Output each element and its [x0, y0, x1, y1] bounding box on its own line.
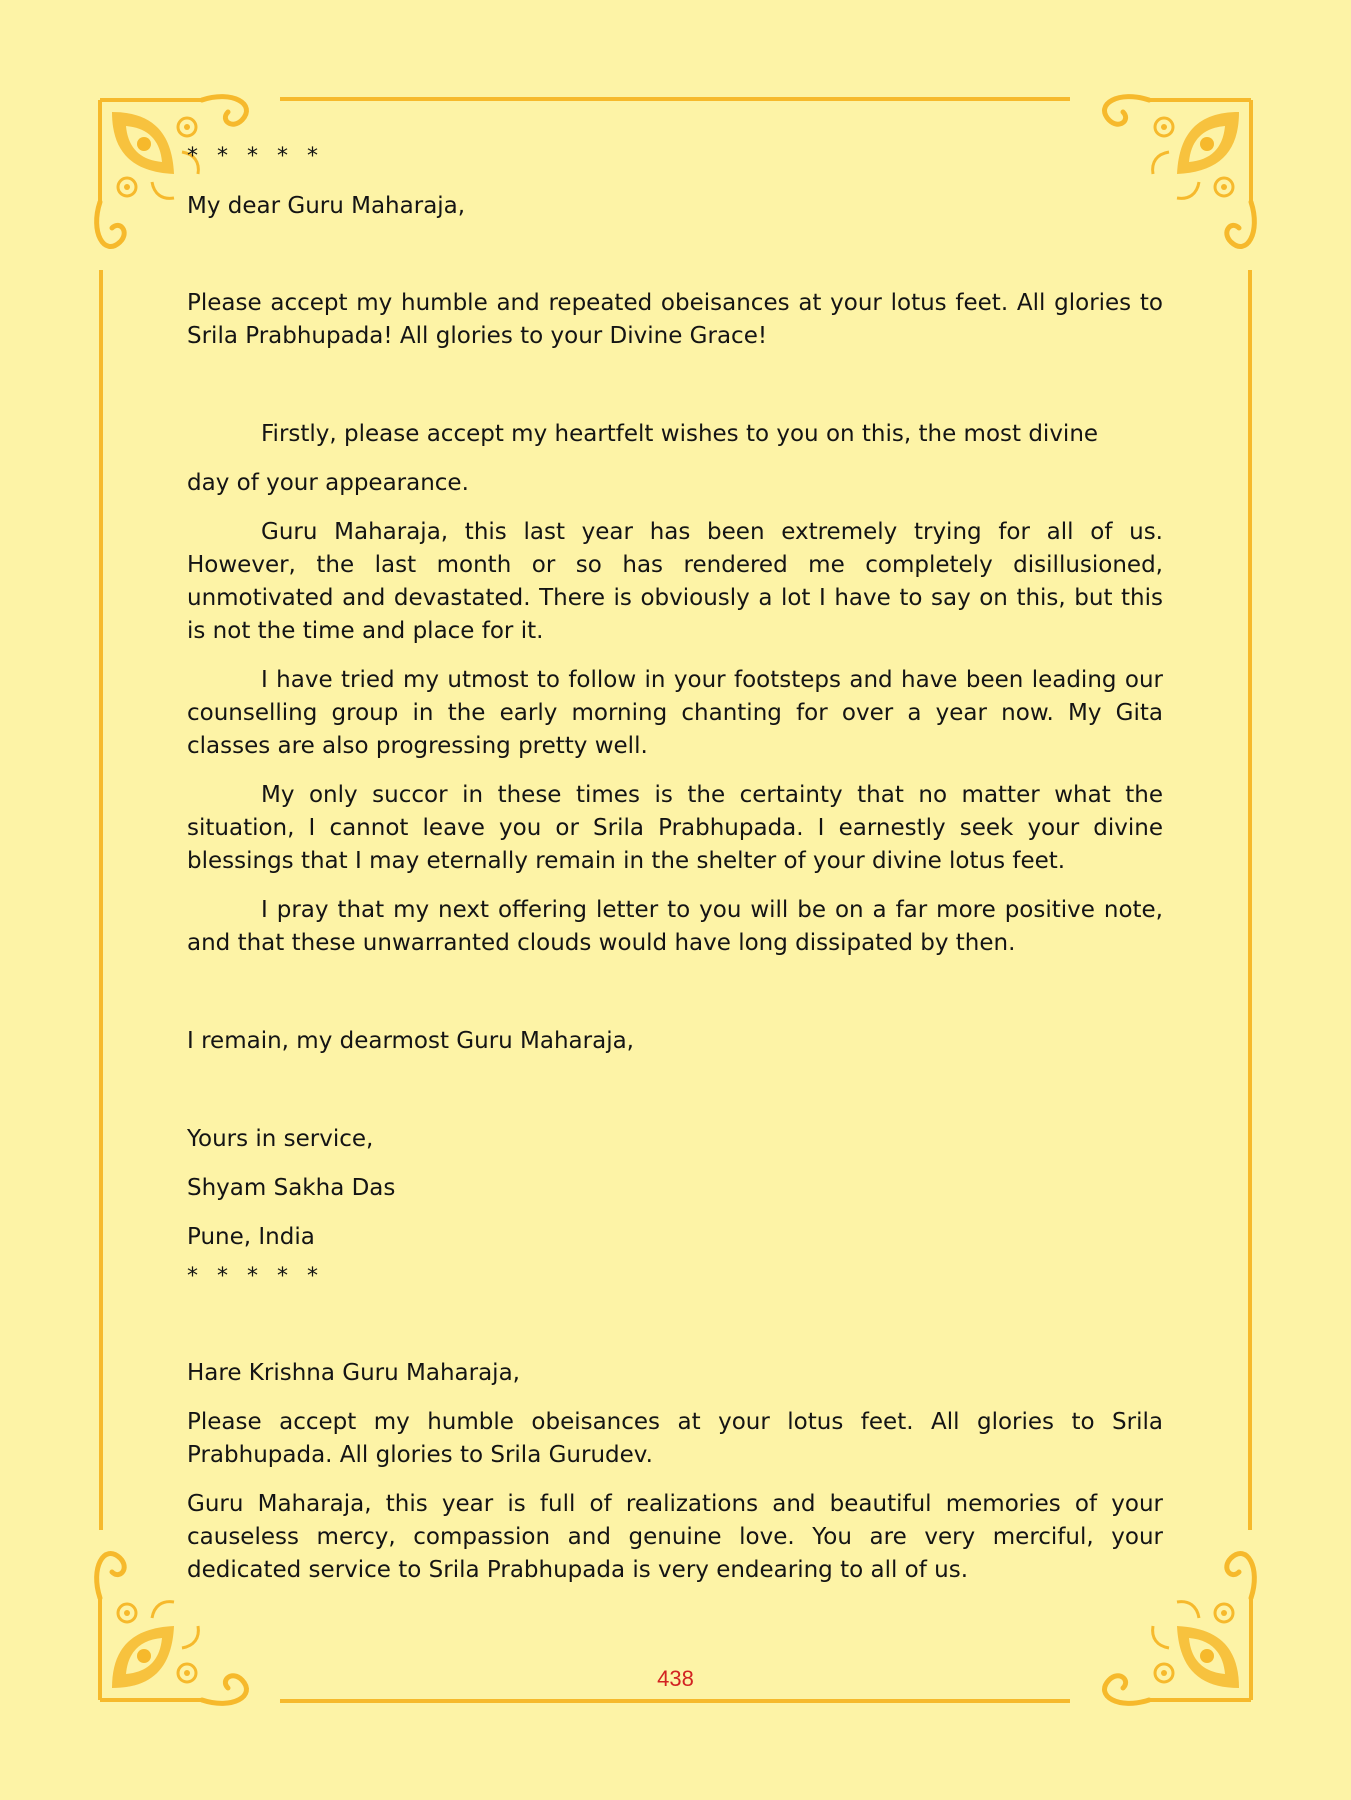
page-number: 438	[657, 1666, 694, 1691]
letter1-signoff: Yours in service,	[187, 1126, 374, 1152]
frame-right-line	[1248, 270, 1252, 1530]
frame-left-line	[99, 270, 103, 1530]
letter1-paragraph-4: I have tried my utmost to follow in your footsteps and have been leading our counselling group in the early morning chanting for over a year now. My Gita classes are also progressing pretty well.	[187, 667, 1163, 759]
letter1-closing: I remain, my dearmost Guru Maharaja,	[187, 1028, 634, 1054]
letter1-author-place: Pune, India	[187, 1224, 315, 1250]
page-content	[187, 140, 1163, 1587]
letter2-paragraph-2: Guru Maharaja, this year is full of realizations and beautiful memories of your causeless mercy, compassion and genuine love. You are very merciful, your dedicated service to Srila Prabhupada is very endearing to all of us.	[187, 1491, 1163, 1583]
letter1-paragraph-5: My only succor in these times is the certainty that no matter what the situation, I cannot leave you or Srila Prabhupada. I earnestly seek your divine blessings that I may eternally remain in the shelter of your divine lotus feet.	[187, 782, 1163, 874]
frame-bottom-line	[280, 1699, 1070, 1703]
letter2-paragraph-1: Please accept my humble obeisances at your lotus feet. All glories to Srila Prabhupada. All glories to Srila Gurudev.	[187, 1409, 1163, 1468]
frame-top-line	[280, 97, 1070, 101]
letter1-paragraph-6: I pray that my next offering letter to you will be on a far more positive note, and that these unwarranted clouds would have long dissipated by then.	[187, 897, 1163, 956]
letter1-paragraph-2b: day of your appearance.	[187, 470, 469, 496]
letter1-author-name: Shyam Sakha Das	[187, 1175, 396, 1201]
letter1-paragraph-3: Guru Maharaja, this last year has been extremely trying for all of us. However, the last month or so has rendered me completely disillusioned, unmotivated and devastated. There is obviously a lot I have to say on this, but this is not the time and place for it.	[187, 519, 1163, 644]
letter2-salutation: Hare Krishna Guru Maharaja,	[187, 1360, 520, 1386]
letter1-paragraph-1: Please accept my humble and repeated obeisances at your lotus feet. All glories to Srila Prabhupada! All glories to your Divine Grace!	[187, 290, 1163, 349]
letter1-paragraph-2a: Firstly, please accept my heartfelt wishes to you on this, the most divine	[261, 421, 1099, 447]
section-divider: * * * * *	[187, 1264, 324, 1289]
section-divider: * * * * *	[187, 144, 324, 169]
letter1-salutation: My dear Guru Maharaja,	[187, 193, 466, 219]
